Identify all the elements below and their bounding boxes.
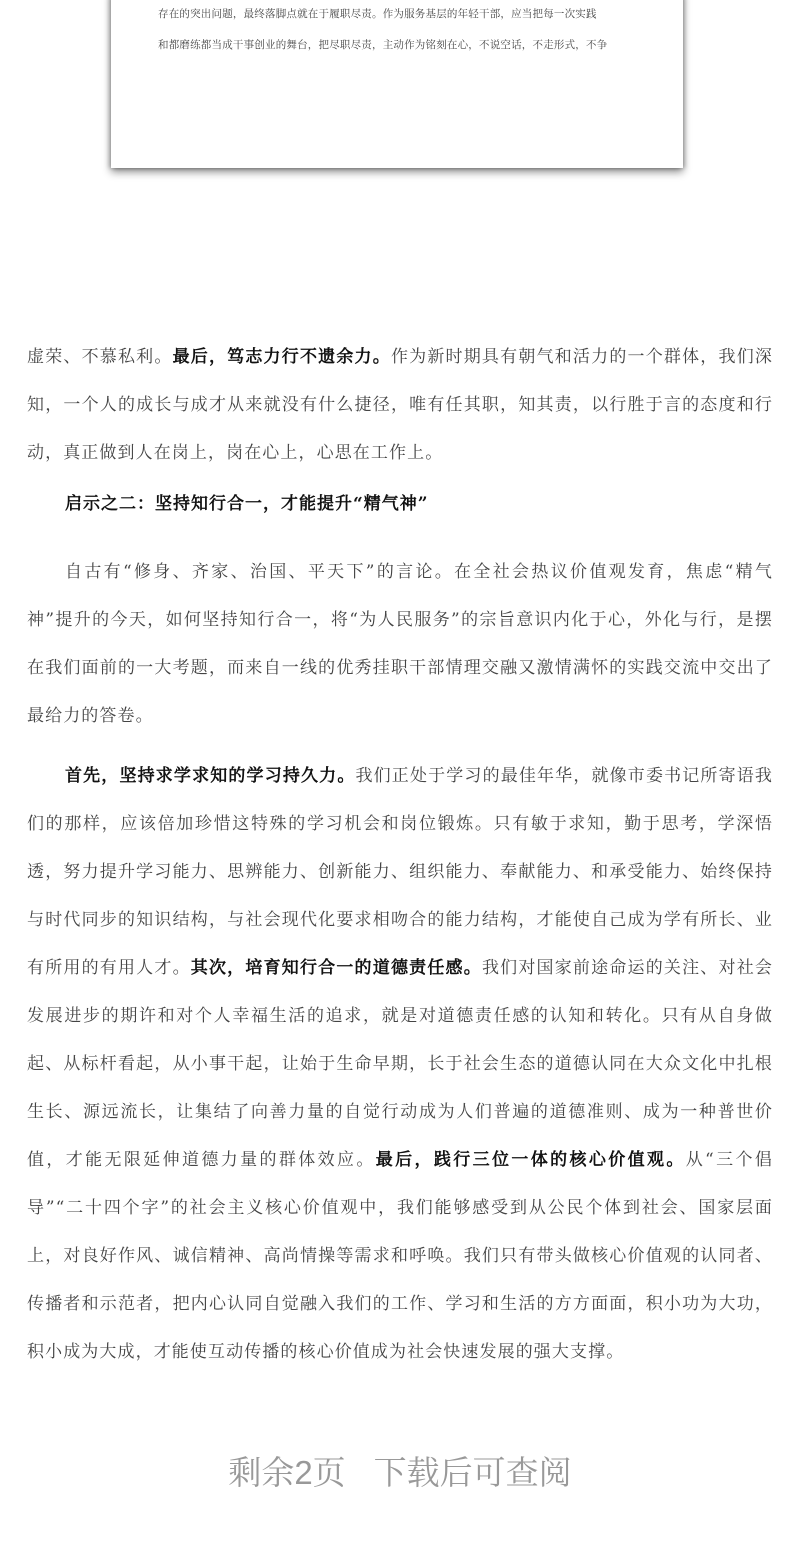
body-text: 我们正处于学习的最佳年华，就像市委书记所寄语我们的那样，应该倍加珍惜这特殊的学习机会和岗位锻炼。只有敏于求知，勤于思考，学深悟透，努力提升学习能力、思辨能力、创新能力、组织能力、奉献能力、和承受能力、始终保持与时代同步的知识结构，与社会现代化要求相吻合的能力结构，才能使自己成为学有所长、业有所用的有用人才。 <box>27 766 773 978</box>
body-text: 我们对国家前途命运的关注、对社会发展进步的期许和对个人幸福生活的追求，就是对道德责任感的认知和转化。只有从自身做起、从标杆看起，从小事干起，让始于生命早期，长于社会生态的道德认同在大众文化中扎根生长、源远流长，让集结了向善力量的自觉行动成为人们普遍的道德准则、成为一种普世价值，才能无限延伸道德力量的群体效应。 <box>27 958 773 1170</box>
card-line-1: 存在的突出问题，最终落脚点就在于履职尽责。作为服务基层的年轻干部，应当把每一次实践 <box>158 8 597 20</box>
paragraph-text <box>27 752 773 1376</box>
section-heading: 启示之二：坚持知行合一，才能提升“精气神” <box>65 494 429 514</box>
page-preview-card <box>111 0 683 168</box>
card-line-2: 和都磨练都当成干事创业的舞台，把尽职尽责，主动作为铭刻在心，不说空话，不走形式，不争 <box>158 39 608 51</box>
bold-lead-phrase: 其次，培育知行合一的道德责任感。 <box>190 958 482 978</box>
body-text: 虚荣、不慕私利。 <box>27 347 173 367</box>
bold-lead-phrase: 最后，践行三位一体的核心价值观。 <box>375 1150 686 1170</box>
paragraph-text <box>27 333 773 477</box>
bold-lead-phrase: 首先，坚持求学求知的学习持久力。 <box>65 766 356 786</box>
paragraph-1 <box>27 333 773 477</box>
paragraph-2 <box>27 548 773 740</box>
paragraph-3 <box>27 752 773 1376</box>
body-text: 自古有“修身、齐家、治国、平天下”的言论。在全社会热议价值观发育，焦虑“精气神”提升的今天，如何坚持知行合一，将“为人民服务”的宗旨意识内化于心，外化与行，是摆在我们面前的一大考题，而来自一线的优秀挂职干部情理交融又激情满怀的实践交流中交出了最给力的答卷。 <box>27 562 773 726</box>
body-text: 从“三个倡导”“二十四个字”的社会主义核心价值观中，我们能够感受到从公民个体到社会、国家层面上，对良好作风、诚信精神、高尚情操等需求和呼唤。我们只有带头做核心价值观的认同者、传播者和示范者，把内心认同自觉融入我们的工作、学习和生活的方方面面，积小功为大功，积小成为大成，才能使互动传播的核心价值成为社会快速发展的强大支撑。 <box>27 1150 773 1362</box>
body-text: 作为新时期具有朝气和活力的一个群体，我们深知，一个人的成长与成才从来就没有什么捷径，唯有任其职，知其责，以行胜于言的态度和行动，真正做到人在岗上，岗在心上，心思在工作上。 <box>27 347 773 463</box>
paragraph-text <box>27 548 773 740</box>
download-prompt[interactable] <box>0 1447 800 1494</box>
remaining-pages-text: 剩余2页 <box>228 1454 346 1491</box>
download-to-view-text[interactable]: 下载后可查阅 <box>373 1454 572 1491</box>
bold-lead-phrase: 最后，笃志力行不遗余力。 <box>172 347 391 367</box>
